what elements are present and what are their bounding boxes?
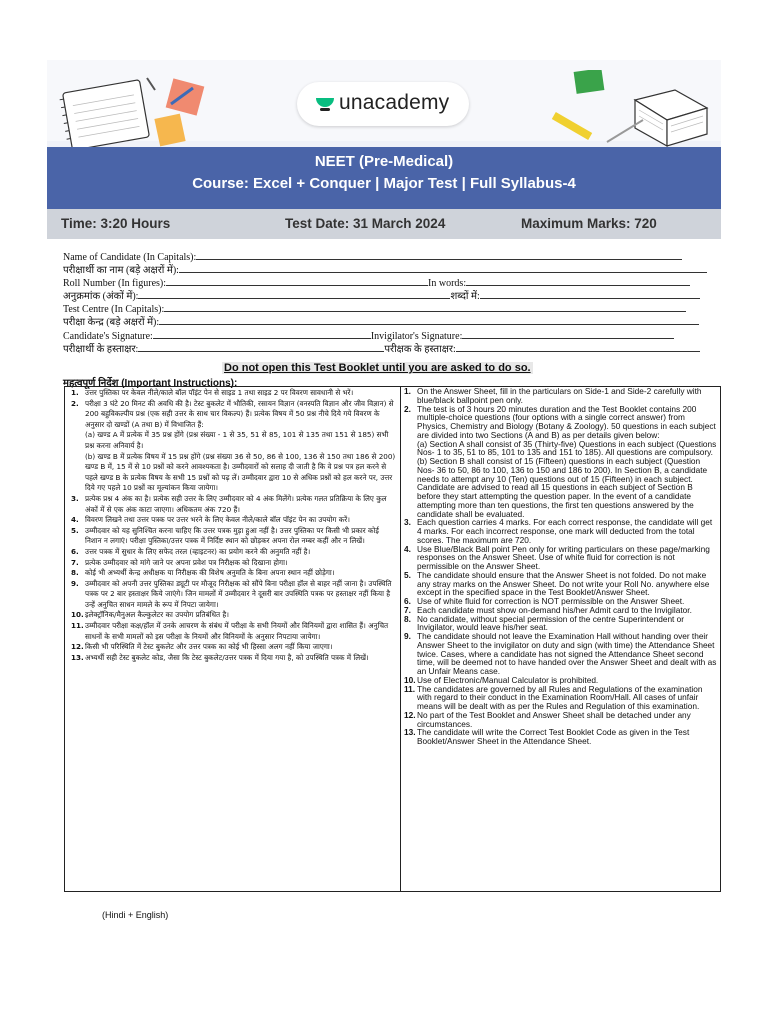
instruction-number: 13. bbox=[404, 727, 416, 738]
instruction-number: 5. bbox=[404, 569, 411, 580]
instruction-text: परीक्षा 3 घंटे 20 मिनट की अवधि की है। टेस्ट बुकलेट में भौतिकी, रसायन विज्ञान (वनस्पति विज्ञान और जीव विज्ञान) से 200 बहुविकल्पीय प्रश्न (एक सही उत्तर के साथ चार विकल्प) हैं। प्रत्येक विषय में 50 प्रश्न नीचे दिये गये विवरण के अनुसार दो खण्डों (A तथा B) में विभाजित हैं: bbox=[85, 398, 394, 429]
instruction-number bbox=[71, 452, 85, 494]
instruction-number: 9. bbox=[404, 631, 411, 641]
instruction-item bbox=[71, 579, 397, 611]
instruction-text: The test is of 3 hours 20 minutes duration and the Test Booklet contains 200 multiple-choice questions (four options with a single correct answer) from Physics, Chemistry and Biology (Botany & Zoology). 50 questions in each subject are divided into two Sections (A and B) as per details given below: bbox=[417, 403, 716, 440]
instruction-text: उम्मीदवार परीक्षा कक्ष/हॉल में उनके आचरण के संबंध में परीक्षा के सभी नियमों और विनियमों द्वारा शासित हैं। अनुचित साधनों के सभी मामलों को इस परीक्षा के नियमों और विनियमों के अनुसार निपटाया जायेगा। bbox=[85, 621, 389, 641]
instruction-text: (b) Section B shall consist of 15 (Fifteen) questions in each subject (Question Nos- 36 to 50, 86 to 100, 136 to 150 and 186 to 200). In Section B, a candidate needs to attempt any 10 (Ten) questions out of 15 (Fifteen) in each subject. Candidate are advised to read all 15 questions in each subject of Section B before they start attempting the question paper. In the event of a candidate attempting more than ten questions, the first ten questions answered by the candidate shall be evaluated. bbox=[417, 456, 708, 519]
instructions-box bbox=[64, 386, 721, 892]
instruction-text: Use of white fluid for correction is NOT permissible on the Answer Sheet. bbox=[417, 596, 685, 606]
instruction-item bbox=[71, 430, 397, 451]
test-centre-field[interactable]: Test Centre (In Capitals): bbox=[63, 302, 718, 315]
instruction-item bbox=[404, 728, 718, 746]
instruction-text: अभ्यर्थी सही टेस्ट बुकलेट कोड, जैसा कि टेस्ट बुकलेट/उत्तर पत्रक में दिया गया है, को उपस्थिति पत्रक में लिखें। bbox=[85, 652, 369, 662]
max-marks: Maximum Marks: 720 bbox=[521, 216, 657, 231]
instruction-item bbox=[71, 621, 397, 642]
instruction-item bbox=[404, 685, 718, 711]
instruction-number bbox=[404, 440, 417, 458]
instruction-text: No candidate, without special permission of the centre Superintendent or Invigilator, would leave his/her seat. bbox=[417, 613, 685, 633]
instruction-number: 9. bbox=[71, 578, 79, 588]
instruction-number: 5. bbox=[71, 525, 79, 535]
instruction-number: 1. bbox=[71, 388, 79, 397]
instruction-item bbox=[404, 545, 718, 571]
signature-field-hindi[interactable]: परीक्षार्थी के हस्ताक्षर: परीक्षक के हस्ताक्षर: bbox=[63, 342, 718, 355]
instruction-text: The candidate should not leave the Examination Hall without handing over their Answer Sheet to the invigilator on duty and sign (with time) the Attendance Sheet twice. Cases, where a candidate has not signed the Attendance Sheet second time, will be deemed not to have handed over the Answer Sheet and dealt with as an Unfair Means case. bbox=[417, 631, 717, 676]
instruction-number: 12. bbox=[404, 709, 416, 720]
instruction-item bbox=[404, 632, 718, 676]
exam-date: Test Date: 31 March 2024 bbox=[285, 216, 446, 231]
instruction-text: उत्तर पुस्तिका पर केवल नीले/काले बॉल पॉइंट पेन से साइड 1 तथा साइड 2 पर विवरण सावधानी से भरें। bbox=[85, 388, 354, 397]
exam-info-bar bbox=[47, 209, 721, 239]
do-not-open-notice: Do not open this Test Booklet until you are asked to do so. bbox=[224, 362, 531, 374]
instruction-text: (a) खण्ड A में प्रत्येक में 35 प्रश्न होंगे (प्रश्न संख्या - 1 से 35, 51 से 85, 101 से 135 तथा 151 से 185) सभी प्रश्न करना अनिवार्य है। bbox=[85, 430, 389, 450]
instruction-item bbox=[404, 518, 718, 544]
instruction-item bbox=[71, 452, 397, 494]
instruction-number: 8. bbox=[404, 613, 411, 624]
exam-time: Time: 3:20 Hours bbox=[61, 216, 171, 231]
instruction-item bbox=[404, 440, 718, 458]
instruction-item bbox=[71, 558, 397, 569]
notebook-illustration-right bbox=[547, 70, 721, 150]
exam-title-bar bbox=[47, 147, 721, 209]
instruction-number: 10. bbox=[404, 674, 416, 685]
instruction-item bbox=[71, 547, 397, 558]
instruction-item bbox=[71, 568, 397, 579]
instruction-number bbox=[404, 457, 417, 518]
instruction-item bbox=[71, 642, 397, 653]
instruction-number: 4. bbox=[71, 515, 79, 525]
instruction-text: कोई भी अभ्यर्थी केन्द्र अधीक्षक या निरीक्षक की विशेष अनुमति के बिना अपना स्थान नहीं छोड़ेगा। bbox=[85, 568, 335, 578]
instruction-text: (b) खण्ड B में प्रत्येक विषय में 15 प्रश्न होंगे (प्रश्न संख्या 36 से 50, 86 से 100, 136 से 150 तथा 186 से 200) खण्ड B में, 15 में से 10 प्रश्नों को करने आवश्यकता है। उम्मीदवारों को सलाह दी जाती है कि वे प्रश्न पत्र हल करने से पहले खण्ड B के प्रत्येक विषय के सभी 15 प्रश्नों को पढ़ लें। उम्मीदवार द्वारा 10 से अधिक प्रश्नों को हल करने पर, उत्तर दिये गए पहले 10 प्रश्नों का मूल्यांकन किया जायेगा। bbox=[85, 451, 396, 493]
instruction-text: No part of the Test Booklet and Answer Sheet shall be detached under any circumstances. bbox=[417, 709, 691, 729]
instruction-number: 11. bbox=[404, 683, 416, 694]
instruction-item bbox=[71, 388, 397, 399]
instructions-heading: महत्वपूर्ण निर्देश (Important Instructions): bbox=[63, 378, 238, 389]
instruction-text: Each question carries 4 marks. For each correct response, the candidate will get 4 marks. For each incorrect response, one mark will deducted from the total scores. The maximum are 720. bbox=[417, 517, 713, 545]
instruction-text: Each candidate must show on-demand his/her Admit card to the Invigilator. bbox=[417, 604, 692, 615]
name-field-hindi[interactable]: परीक्षार्थी का नाम (बड़े अक्षरों में): bbox=[63, 263, 718, 276]
instruction-number: 7. bbox=[404, 604, 411, 615]
instruction-number: 12. bbox=[71, 642, 84, 652]
instruction-text: उत्तर पत्रक में सुधार के लिए सफेद तरल (व्हाइटनर) का प्रयोग करने की अनुमति नहीं है। bbox=[85, 546, 311, 556]
instruction-item bbox=[404, 615, 718, 633]
instruction-item bbox=[404, 405, 718, 440]
unacademy-logo-icon bbox=[315, 96, 335, 112]
instruction-item bbox=[404, 387, 718, 405]
instruction-number: 2. bbox=[71, 398, 79, 408]
instruction-number: 13. bbox=[71, 652, 84, 662]
instruction-number: 8. bbox=[71, 568, 79, 578]
test-booklet-cover bbox=[47, 60, 721, 940]
instruction-text: Use of Electronic/Manual Calculator is prohibited. bbox=[417, 674, 599, 685]
instruction-number: 6. bbox=[404, 596, 411, 606]
course-title: Course: Excel + Conquer | Major Test | Full Syllabus-4 bbox=[192, 175, 576, 192]
logo-text: unacademy bbox=[339, 91, 450, 114]
instruction-number bbox=[71, 430, 85, 451]
instruction-text: The candidate should ensure that the Answer Sheet is not folded. Do not make any stray marks on the Answer Sheet. Do not write your Roll No. anywhere else except in the specified space in the Test Booklet/Answer Sheet. bbox=[417, 569, 710, 598]
language-note: (Hindi + English) bbox=[102, 910, 169, 920]
instruction-item bbox=[404, 457, 718, 518]
instruction-number: 10. bbox=[71, 610, 84, 620]
instruction-text: उम्मीदवार को अपनी उत्तर पुस्तिका ड्यूटी पर मौजूद निरीक्षक को सौंपे बिना परीक्षा हॉल से बाहर नहीं जाना है। उपस्थिति पत्रक पर 2 बार हस्ताक्षर किये जाएंगे। जिन मामलों में उम्मीदवार ने दूसरी बार उपस्थिति पत्रक पर हस्ताक्षर नहीं किया है उन्हें अनुचित साधन मामले के रूप में निपटा जायेगा। bbox=[85, 578, 392, 609]
instruction-text: इलेक्ट्रॉनिक/मैनुअल कैल्कुलेटर का उपयोग प्रतिबंधित है। bbox=[85, 610, 229, 620]
instruction-number: 3. bbox=[71, 493, 79, 503]
instructions-english bbox=[402, 387, 720, 891]
roll-number-field[interactable]: Roll Number (In figures): In words: bbox=[63, 276, 718, 289]
instruction-number: 7. bbox=[71, 557, 79, 567]
instruction-text: The candidate will write the Correct Test Booklet Code as given in the Test Booklet/Answer Sheet in the Attendance Sheet. bbox=[417, 727, 690, 746]
test-centre-field-hindi[interactable]: परीक्षा केन्द्र (बड़े अक्षरों में): bbox=[63, 315, 718, 328]
instruction-item bbox=[71, 494, 397, 515]
instruction-item bbox=[404, 571, 718, 597]
instruction-number: 2. bbox=[404, 403, 411, 414]
brand-logo bbox=[297, 82, 469, 126]
instruction-item bbox=[71, 399, 397, 431]
instruction-text: Use Blue/Black Ball point Pen only for writing particulars on these page/marking responses on the Answer Sheet. Use of white fluid for correction is not permissible on the Answer Sheet. bbox=[417, 543, 710, 571]
instruction-text: प्रत्येक प्रश्न 4 अंक का है। प्रत्येक सही उत्तर के लिए उम्मीदवार को 4 अंक मिलेंगे। प्रत्येक गलत प्रतिक्रिया के लिए कुल अंकों में से एक अंक काटा जाएगा। अधिकतम अंक 720 हैं। bbox=[85, 493, 387, 514]
instruction-text: On the Answer Sheet, fill in the particulars on Side-1 and Side-2 carefully with blue/black ballpoint pen only. bbox=[417, 387, 702, 405]
name-field[interactable]: Name of Candidate (In Capitals): bbox=[63, 250, 718, 263]
instruction-text: उम्मीदवार को यह सुनिश्चित करना चाहिए कि उत्तर पत्रक मुड़ा हुआ नहीं है। उत्तर पुस्तिका पर किसी भी प्रकार कोई निशान न लगाएं। परीक्षा पुस्तिका/उत्तर पत्रक में निर्दिष्ट स्थान को छोड़कर अपना रोल नम्बर कहीं और न लिखें। bbox=[85, 525, 379, 546]
instruction-item bbox=[71, 526, 397, 547]
notebook-illustration-left bbox=[59, 68, 209, 148]
instruction-text: विवरण लिखने तथा उत्तर पत्रक पर उत्तर भरने के लिए केवल नीले/काले बॉल पॉइंट पेन का उपयोग करें। bbox=[85, 515, 350, 525]
instruction-number: 11. bbox=[71, 621, 84, 631]
instructions-hindi bbox=[65, 387, 401, 891]
instruction-text: प्रत्येक उम्मीदवार को मांगे जाने पर अपना प्रवेश पत्र निरीक्षक को दिखाना होगा। bbox=[85, 557, 288, 567]
instruction-number: 3. bbox=[404, 517, 411, 528]
instruction-item bbox=[71, 515, 397, 526]
instruction-item bbox=[71, 610, 397, 621]
instruction-text: The candidates are governed by all Rules and Regulations of the examination with regard to their conduct in the Examination Room/Hall. All cases of unfair means will be dealt with as per the Rules and Regulation of this examination. bbox=[417, 683, 703, 711]
candidate-details-form bbox=[63, 250, 718, 355]
instruction-text: (a) Section A shall consist of 35 (Thirty-five) Questions in each subject (Questions Nos- 1 to 35, 51 to 85, 101 to 135 and 151 to 185). All questions are compulsory. bbox=[417, 438, 717, 458]
roll-number-field-hindi[interactable]: अनुक्रमांक (अंकों में): शब्दों में: bbox=[63, 289, 718, 302]
instruction-number: 1. bbox=[404, 387, 411, 396]
instruction-number: 4. bbox=[404, 543, 411, 554]
instruction-text: किसी भी परिस्थिति में टेस्ट बुकलेट और उत्तर पत्रक का कोई भी हिस्सा अलग नहीं किया जाएगा। bbox=[85, 642, 333, 652]
instruction-item bbox=[71, 653, 397, 664]
exam-title: NEET (Pre-Medical) bbox=[314, 153, 454, 170]
signature-field[interactable]: Candidate's Signature: Invigilator's Signature: bbox=[63, 329, 718, 342]
instruction-item bbox=[404, 711, 718, 729]
instruction-number: 6. bbox=[71, 546, 79, 556]
